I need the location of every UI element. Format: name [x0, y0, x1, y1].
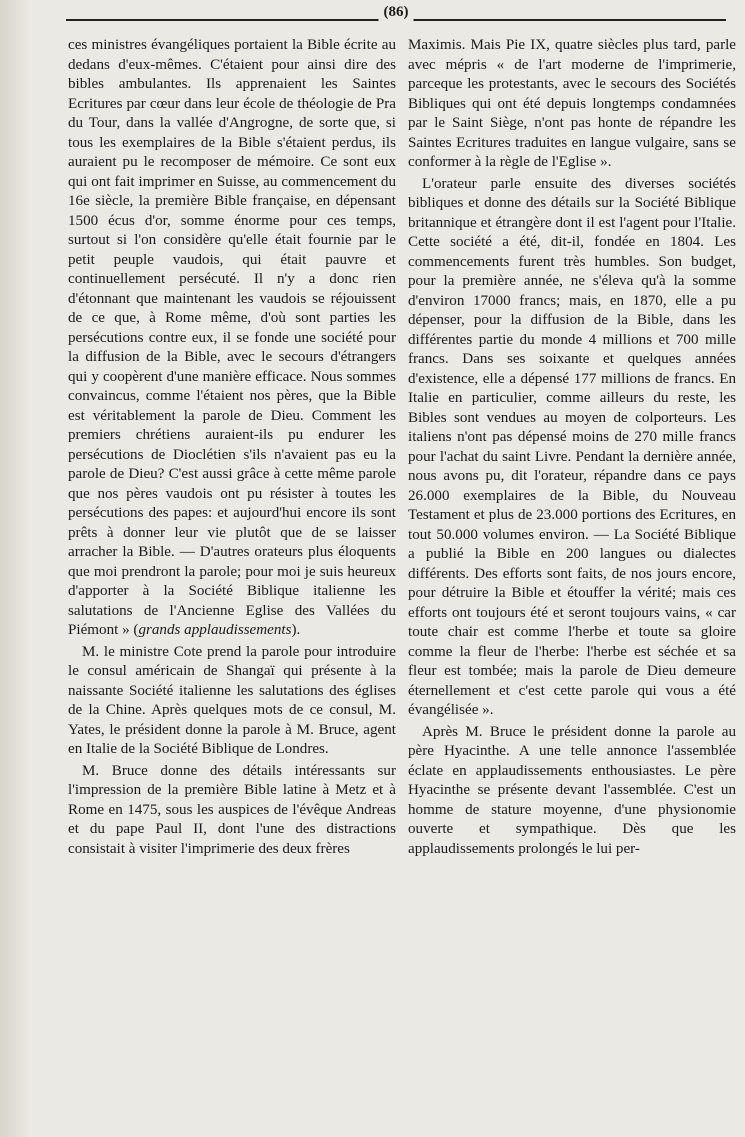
left-paragraph-1-end: ).: [291, 622, 301, 638]
page-header: [66, 0, 726, 30]
right-paragraph-1: Maximis. Mais Pie IX, quatre siècles plus tard, parle avec mépris « de l'art moderne de l'imprimerie, parceque les protestants, avec le secours des Sociétés Bibliques qui ont été depuis longtemps condamnées par le Saint Siège, n'ont pas honte de répandre les Saintes Ecritures traduites en langue vulgaire, sans se conformer à la règle de l'Eglise ».: [408, 37, 736, 170]
page-edge-shadow: [0, 0, 30, 1137]
left-paragraph-1: [68, 36, 396, 641]
left-paragraph-3: M. Bruce donne des détails intéressants sur l'impression de la première Bible latine à Metz et à Rome en 1475, sous les auspices de l'évêque Andreas et du pape Paul II, dont l'une des distractions consistait à visiter l'imprimerie des deux frères: [68, 762, 396, 857]
page-number: (86): [379, 4, 414, 21]
left-column: [68, 36, 396, 859]
left-paragraph-2: M. le ministre Cote prend la parole pour introduire le consul américain de Shangaï qui présente à la naissante Société italienne les salutations des églises de la Chine. Après quelques mots de ce consul, M. Yates, le président donne la parole à M. Bruce, agent en Italie de la Société Biblique de Londres.: [68, 643, 396, 757]
left-paragraph-1-text: ces ministres évangéliques portaient la Bible écrite au dedans d'eux-mêmes. C'étaient pour ainsi dire des bibles ambulantes. Ils apprenaient les Saintes Ecritures par cœur dans leur école de théologie de Pra du Tour, dans la vallée d'Angrogne, de sorte que, si tous les exemplaires de la Bible s'étaient perdus, ils auraient pu le recomposer de mémoire. Ce sont eux qui ont fait imprimer en Suisse, au commencement du 16e siècle, la première Bible française, en dépensant 1500 écus d'or, somme énorme pour ces temps, surtout si l'on considère qu'elle était fournie par le petit peuple vaudois, qui était pauvre et continuellement persécuté. Il n'y a donc rien d'étonnant que maintenant les vaudois se réjouissent de ce que, à Rome même, d'où sont parties les persécutions contre eux, il se fonde une société pour la diffusion de la Bible, avec le secours d'étrangers qui y coopèrent d'une manière efficace. Nous sommes convaincus, comme l'étaient nos pères, que la Bible est véritablement la parole de Dieu. Comment les premiers chrétiens auraient-ils pu endurer les persécutions de Dioclétien s'ils n'avaient pas eu la parole de Dieu? C'est aussi grâce à cette même parole que nos pères vaudois ont pu résister à toutes les persécutions des papes: et aujourd'hui encore ils sont prêts à donner leur vie plutôt que de se laisser arracher la Bible. — D'autres orateurs plus éloquents que moi prendront la parole; pour moi je suis heureux d'apporter à la Société Biblique italienne les salutations de l'Ancienne Eglise des Vallées du Piémont » (: [68, 37, 396, 638]
right-column: [408, 36, 736, 859]
right-paragraph-3: Après M. Bruce le président donne la parole au père Hyacinthe. A une telle annonce l'assemblée éclate en applaudissements enthousiastes. Le père Hyacinthe se présente devant l'assemblée. C'est un homme de stature moyenne, d'une physionomie ouverte et sympathique. Dès que les applaudissements prolongés le lui per-: [408, 723, 736, 857]
applause-note: grands applaudissements: [138, 622, 292, 638]
right-paragraph-2: L'orateur parle ensuite des diverses sociétés bibliques et donne des détails sur la Société Biblique britannique et étrangère dont il est l'agent pour l'Italie. Cette société a été, dit-il, fondée en 1804. Les commencements furent très humbles. Son budget, pour la première année, ne s'éleva qu'à la somme d'environ 17000 francs; mais, en 1870, elle a pu dépenser, pour la diffusion de la Bible, dans les différentes partie du monde 4 millions et 700 mille francs. Dans ses soixante et quelques années d'existence, elle a dépensé 177 millions de francs. En Italie en particulier, comme ailleurs du reste, les Bibles sont vendues au moyen de colporteurs. Les italiens n'ont pas dépensé moins de 270 mille francs pour l'achat du saint Livre. Pendant la dernière année, nous avons pu, dit l'orateur, répandre dans ce pays 26.000 exemplaires de la Bible, du Nouveau Testament et plus de 23.000 portions des Ecritures, en tout 50.000 volumes environ. — La Société Biblique a publié la Bible en 200 langues ou dialectes différents. Des efforts sont faits, de nos jours encore, pour détruire la Bible et étouffer la vérité; mais ces efforts ont toujours été et seront toujours vains, « car toute chair est comme l'herbe et toute sa gloire comme la fleur de l'herbe: l'herbe est séchée et sa fleur est tombée; mais la parole de Dieu demeure éternellement et c'est cette parole qui vous a été évangélisée ».: [408, 175, 736, 718]
